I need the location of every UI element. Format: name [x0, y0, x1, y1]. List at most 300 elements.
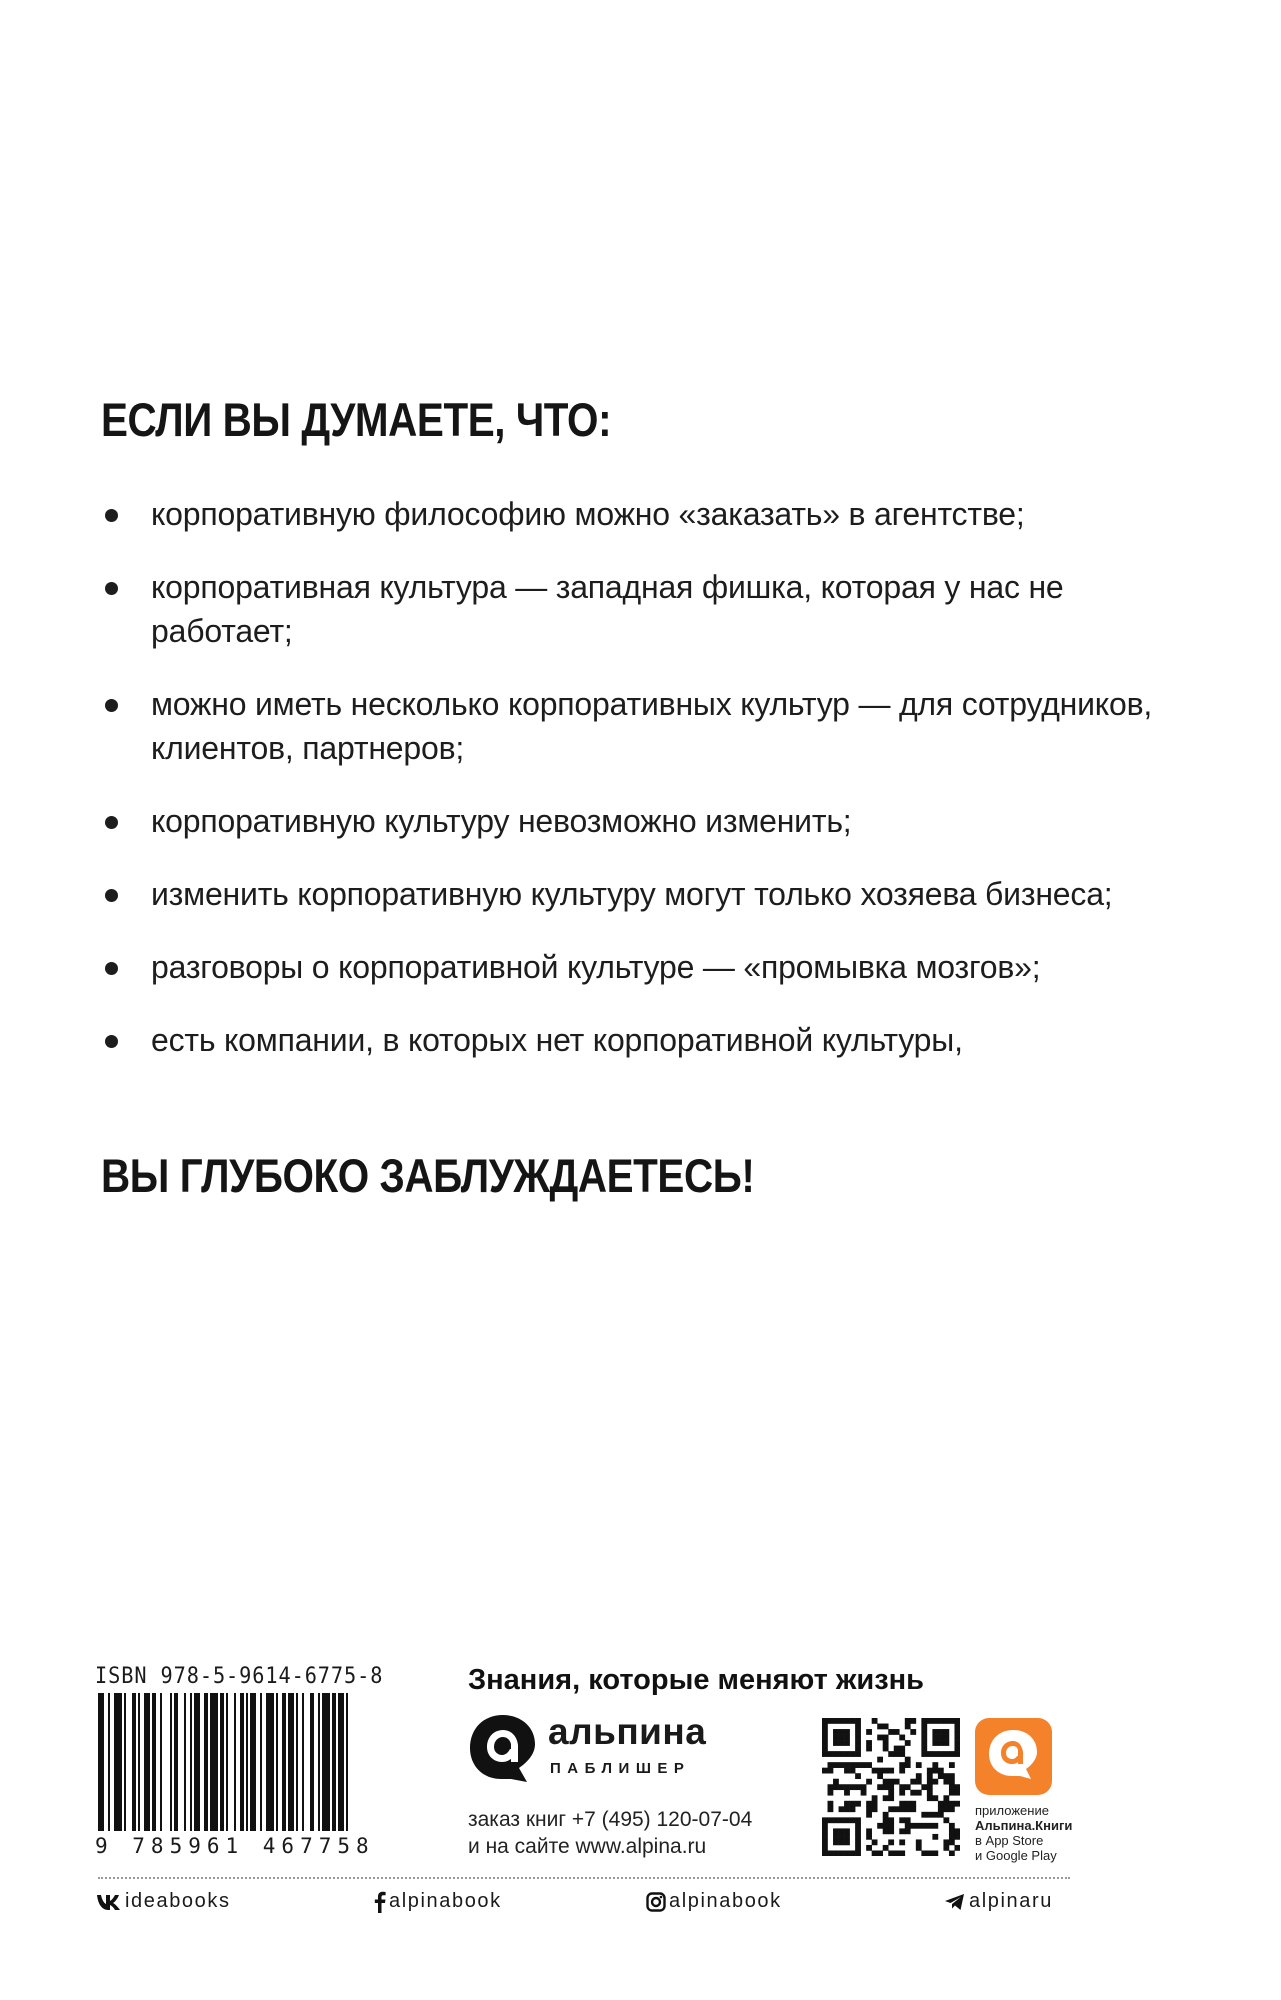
bullet-icon [105, 699, 118, 712]
qr-module [916, 1845, 922, 1851]
qr-module [899, 1850, 905, 1856]
qr-module [943, 1839, 949, 1845]
qr-module [888, 1795, 894, 1801]
barcode-bar [282, 1693, 286, 1831]
barcode-bar [332, 1693, 336, 1831]
qr-module [883, 1795, 889, 1801]
app-caption-name: Альпина.Книги [975, 1818, 1073, 1833]
social-telegram[interactable] [944, 1890, 1053, 1913]
qr-module [839, 1828, 845, 1834]
qr-module [954, 1751, 960, 1757]
barcode-bar [338, 1693, 344, 1831]
qr-module [899, 1828, 905, 1834]
qr-module [899, 1790, 905, 1796]
qr-module [949, 1834, 955, 1840]
qr-module [822, 1839, 828, 1845]
qr-module [844, 1850, 850, 1856]
qr-module [888, 1817, 894, 1823]
qr-module [855, 1762, 861, 1768]
social-facebook[interactable] [374, 1890, 502, 1913]
barcode-bar [144, 1693, 150, 1831]
qr-module [833, 1740, 839, 1746]
barcode-bar [302, 1693, 304, 1831]
qr-module [822, 1735, 828, 1741]
qr-module [899, 1751, 905, 1757]
qr-module [833, 1834, 839, 1840]
qr-module [855, 1746, 861, 1752]
qr-module [888, 1839, 894, 1845]
barcode-bar [210, 1693, 218, 1831]
qr-module [943, 1718, 949, 1724]
qr-module [883, 1779, 889, 1785]
barcode-bar [220, 1693, 224, 1831]
barcode-bar [152, 1693, 156, 1831]
qr-module [822, 1834, 828, 1840]
qr-module [916, 1762, 922, 1768]
qr-module [927, 1823, 933, 1829]
claim-item [101, 682, 1201, 770]
qr-module [855, 1823, 861, 1829]
qr-module [833, 1762, 839, 1768]
qr-module [822, 1746, 828, 1752]
qr-module [943, 1845, 949, 1851]
app-caption-line: и Google Play [975, 1848, 1057, 1863]
qr-module [844, 1768, 850, 1774]
qr-module [855, 1850, 861, 1856]
qr-module [833, 1751, 839, 1757]
qr-module [938, 1801, 944, 1807]
qr-module [888, 1779, 894, 1785]
qr-module [905, 1724, 911, 1730]
qr-module [888, 1729, 894, 1735]
barcode-bar [184, 1693, 186, 1831]
qr-module [844, 1828, 850, 1834]
instagram-icon [646, 1892, 666, 1912]
qr-module [888, 1790, 894, 1796]
social-handle: alpinabook [669, 1890, 782, 1912]
order-phone: заказ книг +7 (495) 120-07-04 [468, 1808, 753, 1831]
barcode-bar [170, 1693, 172, 1831]
publisher-subtitle: ПАБЛИШЕР [550, 1760, 691, 1777]
qr-module [888, 1751, 894, 1757]
barcode-digits: 9 785961 467758 [95, 1834, 375, 1858]
qr-module [883, 1784, 889, 1790]
qr-module [954, 1790, 960, 1796]
qr-module [927, 1718, 933, 1724]
qr-module [938, 1768, 944, 1774]
barcode-bar [138, 1693, 140, 1831]
qr-module [883, 1735, 889, 1741]
qr-module [850, 1817, 856, 1823]
qr-module [828, 1768, 834, 1774]
qr-module [949, 1773, 955, 1779]
qr-module [910, 1718, 916, 1724]
qr-module [949, 1828, 955, 1834]
qr-module [927, 1768, 933, 1774]
qr-module [855, 1845, 861, 1851]
barcode-bar [318, 1693, 320, 1831]
qr-module [943, 1773, 949, 1779]
qr-module [943, 1751, 949, 1757]
qr-module [833, 1839, 839, 1845]
social-handle: alpinaru [969, 1890, 1053, 1912]
bullet-icon [105, 582, 118, 595]
qr-module [872, 1839, 878, 1845]
qr-module [866, 1806, 872, 1812]
qr-module [855, 1735, 861, 1741]
qr-module [888, 1768, 894, 1774]
qr-code[interactable] [822, 1718, 960, 1856]
barcode [98, 1693, 418, 1833]
qr-module [828, 1850, 834, 1856]
claim-text: есть компании, в которых нет корпоративной культуры, [151, 1022, 963, 1058]
barcode-bar [108, 1693, 110, 1831]
qr-module [910, 1790, 916, 1796]
barcode-bar [276, 1693, 278, 1831]
barcode-bar [296, 1693, 298, 1831]
barcode-bar [226, 1693, 228, 1831]
barcode-bar [266, 1693, 274, 1831]
qr-module [822, 1740, 828, 1746]
app-caption-line: в App Store [975, 1833, 1044, 1848]
qr-module [927, 1812, 933, 1818]
qr-module [910, 1806, 916, 1812]
qr-module [899, 1839, 905, 1845]
claim-item [101, 799, 1201, 843]
qr-module [916, 1779, 922, 1785]
footer-divider [98, 1877, 1070, 1879]
qr-module [888, 1823, 894, 1829]
qr-module [850, 1850, 856, 1856]
qr-module [866, 1801, 872, 1807]
qr-module [954, 1845, 960, 1851]
claim-item [101, 872, 1201, 916]
qr-module [949, 1779, 955, 1785]
qr-module [855, 1740, 861, 1746]
qr-module [855, 1751, 861, 1757]
qr-module [839, 1729, 845, 1735]
qr-module [921, 1740, 927, 1746]
qr-module [899, 1735, 905, 1741]
qr-module [932, 1823, 938, 1829]
qr-module [943, 1729, 949, 1735]
qr-module [844, 1834, 850, 1840]
qr-module [921, 1735, 927, 1741]
qr-module [938, 1740, 944, 1746]
qr-module [927, 1790, 933, 1796]
qr-module [828, 1790, 834, 1796]
qr-module [833, 1828, 839, 1834]
qr-module [899, 1801, 905, 1807]
qr-module [839, 1751, 845, 1757]
qr-module [916, 1790, 922, 1796]
qr-module [910, 1729, 916, 1735]
qr-module [916, 1773, 922, 1779]
qr-module [872, 1768, 878, 1774]
qr-module [883, 1828, 889, 1834]
qr-module [828, 1751, 834, 1757]
qr-module [894, 1729, 900, 1735]
qr-module [855, 1828, 861, 1834]
qr-module [943, 1735, 949, 1741]
qr-module [905, 1806, 911, 1812]
qr-module [822, 1823, 828, 1829]
qr-module [954, 1834, 960, 1840]
barcode-bar [240, 1693, 244, 1831]
qr-module [866, 1762, 872, 1768]
qr-module [855, 1817, 861, 1823]
qr-module [905, 1740, 911, 1746]
qr-module [932, 1729, 938, 1735]
qr-module [949, 1784, 955, 1790]
qr-module [932, 1768, 938, 1774]
qr-module [943, 1795, 949, 1801]
bullet-icon [105, 816, 118, 829]
qr-module [850, 1784, 856, 1790]
bullet-icon [105, 889, 118, 902]
qr-module [921, 1812, 927, 1818]
qr-module [866, 1828, 872, 1834]
qr-module [877, 1768, 883, 1774]
qr-module [855, 1784, 861, 1790]
claim-text: корпоративную философию можно «заказать» в агентстве; [151, 496, 1025, 532]
qr-module [866, 1779, 872, 1785]
conclusion-heading: ВЫ ГЛУБОКО ЗАБЛУЖДАЕТЕСЬ! [101, 1149, 755, 1202]
qr-module [916, 1823, 922, 1829]
barcode-bar [160, 1693, 162, 1831]
qr-module [954, 1828, 960, 1834]
qr-module [949, 1801, 955, 1807]
qr-module [938, 1729, 944, 1735]
qr-module [872, 1795, 878, 1801]
claim-text: можно иметь несколько корпоративных культур — для сотрудников, клиентов, партнеров; [151, 686, 1153, 766]
qr-module [866, 1746, 872, 1752]
qr-module [899, 1784, 905, 1790]
claim-text: разговоры о корпоративной культуре — «промывка мозгов»; [151, 949, 1041, 985]
qr-module [844, 1784, 850, 1790]
qr-module [888, 1784, 894, 1790]
qr-module [921, 1724, 927, 1730]
qr-module [894, 1751, 900, 1757]
qr-module [899, 1817, 905, 1823]
barcode-bar [288, 1693, 294, 1831]
qr-module [943, 1779, 949, 1785]
qr-module [899, 1746, 905, 1752]
qr-module [850, 1768, 856, 1774]
qr-module [943, 1740, 949, 1746]
qr-module [938, 1751, 944, 1757]
qr-module [921, 1729, 927, 1735]
qr-module [839, 1817, 845, 1823]
qr-module [822, 1751, 828, 1757]
qr-module [927, 1795, 933, 1801]
order-website[interactable]: и на сайте www.alpina.ru [468, 1835, 707, 1858]
barcode-bar [174, 1693, 178, 1831]
qr-module [839, 1834, 845, 1840]
qr-module [850, 1762, 856, 1768]
qr-module [872, 1850, 878, 1856]
qr-module [877, 1784, 883, 1790]
qr-module [883, 1740, 889, 1746]
qr-module [954, 1729, 960, 1735]
qr-module [861, 1762, 867, 1768]
qr-module [949, 1850, 955, 1856]
qr-module [954, 1801, 960, 1807]
qr-module [822, 1724, 828, 1730]
qr-module [839, 1839, 845, 1845]
barcode-bar [132, 1693, 136, 1831]
qr-module [899, 1762, 905, 1768]
qr-module [949, 1839, 955, 1845]
qr-module [932, 1740, 938, 1746]
barcode-bar [204, 1693, 208, 1831]
qr-module [844, 1718, 850, 1724]
qr-module [910, 1779, 916, 1785]
qr-module [927, 1751, 933, 1757]
qr-module [844, 1806, 850, 1812]
qr-module [833, 1817, 839, 1823]
claim-text: корпоративную культуру невозможно изменить; [151, 803, 852, 839]
qr-module [932, 1850, 938, 1856]
qr-module [872, 1806, 878, 1812]
barcode-bar [234, 1693, 236, 1831]
qr-module [905, 1828, 911, 1834]
qr-module [839, 1740, 845, 1746]
qr-module [883, 1823, 889, 1829]
qr-module [954, 1784, 960, 1790]
publisher-tagline: Знания, которые меняют жизнь [468, 1664, 924, 1696]
qr-module [949, 1806, 955, 1812]
qr-module [943, 1806, 949, 1812]
barcode-bar [124, 1693, 126, 1831]
qr-module [932, 1779, 938, 1785]
qr-module [822, 1817, 828, 1823]
claim-text: изменить корпоративную культуру могут только хозяева бизнеса; [151, 876, 1113, 912]
qr-module [938, 1718, 944, 1724]
alpina-app-icon[interactable] [975, 1718, 1052, 1795]
qr-module [828, 1762, 834, 1768]
qr-module [844, 1740, 850, 1746]
qr-module [850, 1806, 856, 1812]
qr-module [954, 1740, 960, 1746]
qr-module [844, 1839, 850, 1845]
app-caption-line: приложение [975, 1803, 1049, 1818]
qr-module [877, 1850, 883, 1856]
qr-module [883, 1812, 889, 1818]
qr-module [954, 1718, 960, 1724]
bullet-icon [105, 1035, 118, 1048]
qr-module [833, 1729, 839, 1735]
qr-module [833, 1850, 839, 1856]
qr-module [949, 1762, 955, 1768]
qr-module [894, 1806, 900, 1812]
app-caption [975, 1803, 1115, 1863]
qr-module [822, 1845, 828, 1851]
alpina-app-logo-icon [975, 1718, 1052, 1795]
barcode-bar [114, 1693, 122, 1831]
qr-module [844, 1817, 850, 1823]
qr-module [877, 1724, 883, 1730]
qr-module [844, 1790, 850, 1796]
claim-item [101, 945, 1201, 989]
qr-module [828, 1718, 834, 1724]
qr-module [855, 1729, 861, 1735]
qr-module [888, 1828, 894, 1834]
barcode-bar [310, 1693, 314, 1831]
qr-module [932, 1812, 938, 1818]
qr-module [894, 1746, 900, 1752]
qr-module [822, 1768, 828, 1774]
vk-icon [96, 1893, 122, 1911]
social-handle: alpinabook [389, 1890, 502, 1912]
qr-module [872, 1718, 878, 1724]
qr-module [916, 1839, 922, 1845]
qr-module [938, 1812, 944, 1818]
qr-module [855, 1839, 861, 1845]
claim-item [101, 1018, 1201, 1062]
qr-module [894, 1779, 900, 1785]
qr-module [932, 1834, 938, 1840]
qr-module [866, 1740, 872, 1746]
qr-module [949, 1751, 955, 1757]
qr-module [828, 1784, 834, 1790]
qr-module [949, 1718, 955, 1724]
claim-text: корпоративная культура — западная фишка, которая у нас не работает; [151, 569, 1064, 649]
qr-module [949, 1790, 955, 1796]
social-instagram[interactable] [646, 1890, 782, 1913]
qr-module [932, 1762, 938, 1768]
barcode-bar [260, 1693, 262, 1831]
qr-module [877, 1773, 883, 1779]
qr-module [833, 1735, 839, 1741]
qr-module [833, 1784, 839, 1790]
qr-module [921, 1784, 927, 1790]
qr-module [844, 1729, 850, 1735]
qr-module [883, 1817, 889, 1823]
qr-module [883, 1746, 889, 1752]
qr-module [850, 1718, 856, 1724]
qr-module [910, 1801, 916, 1807]
qr-module [844, 1735, 850, 1741]
qr-module [927, 1784, 933, 1790]
qr-module [866, 1834, 872, 1840]
barcode-bar [250, 1693, 256, 1831]
facebook-icon [374, 1891, 386, 1913]
qr-module [828, 1801, 834, 1807]
qr-module [839, 1784, 845, 1790]
qr-module [932, 1718, 938, 1724]
qr-module [833, 1779, 839, 1785]
claim-item [101, 565, 1201, 653]
qr-module [910, 1823, 916, 1829]
social-vk[interactable] [96, 1890, 231, 1913]
claims-list [101, 492, 1201, 1091]
qr-module [866, 1845, 872, 1851]
qr-module [905, 1784, 911, 1790]
qr-module [839, 1762, 845, 1768]
qr-module [883, 1768, 889, 1774]
qr-module [899, 1806, 905, 1812]
qr-module [905, 1757, 911, 1763]
qr-module [943, 1817, 949, 1823]
qr-module [844, 1801, 850, 1807]
qr-module [883, 1845, 889, 1851]
barcode-bar [194, 1693, 200, 1831]
qr-module [844, 1751, 850, 1757]
qr-module [905, 1801, 911, 1807]
qr-module [905, 1817, 911, 1823]
qr-module [921, 1718, 927, 1724]
